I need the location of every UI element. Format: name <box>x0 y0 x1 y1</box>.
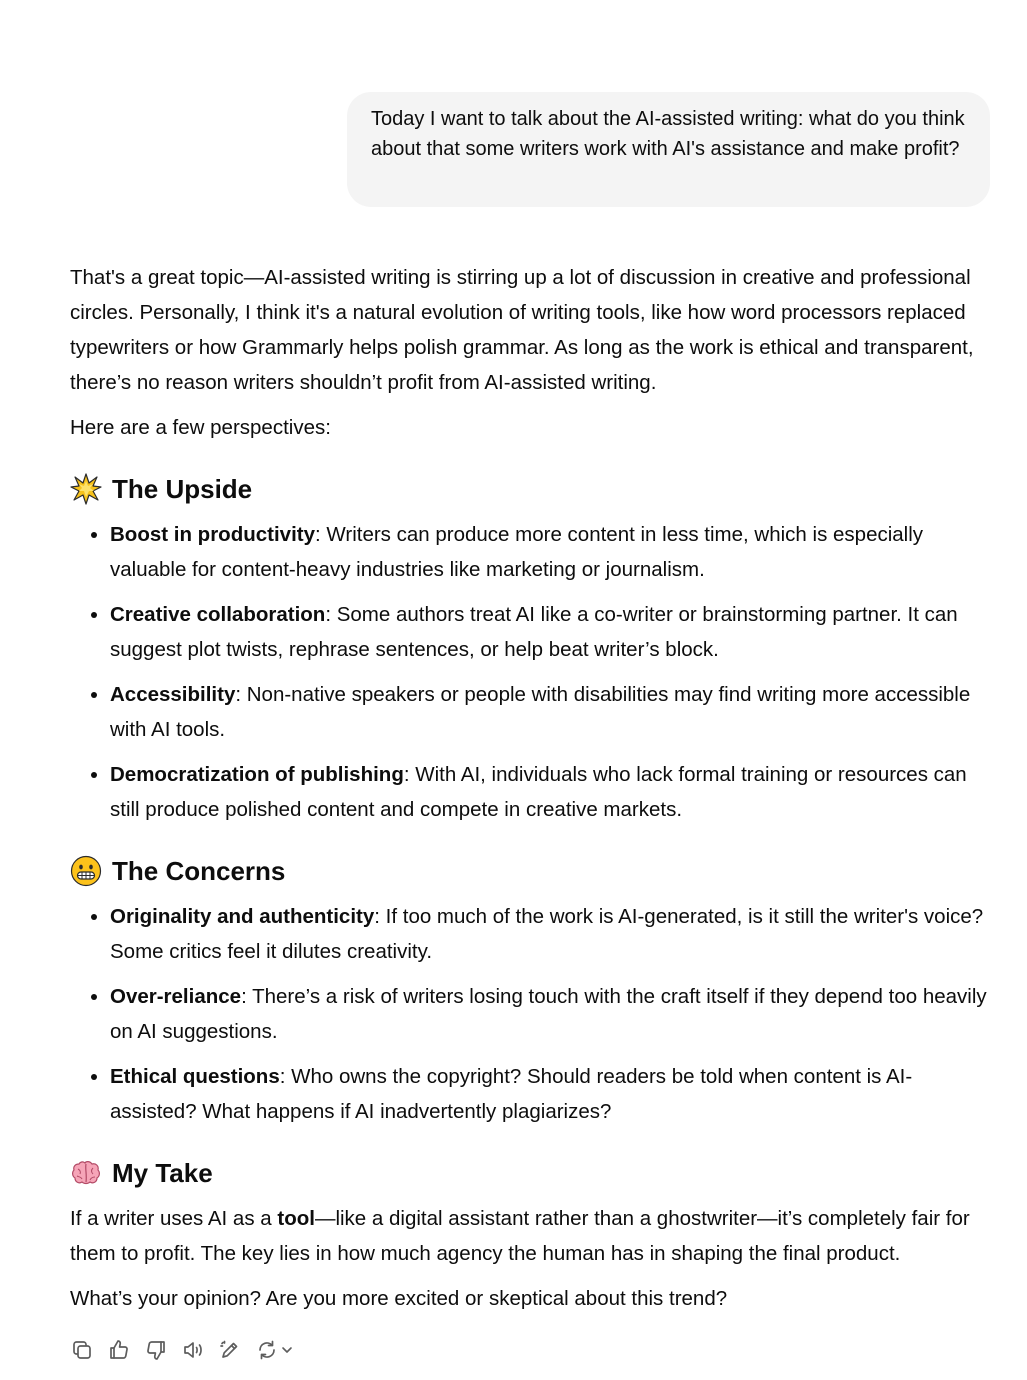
list-item-term: Originality and authenticity <box>110 905 375 928</box>
list-item-term: Ethical questions <box>110 1065 280 1088</box>
copy-icon[interactable] <box>70 1338 94 1362</box>
list-item-text: : There’s a risk of writers losing touch with the craft itself if they depend too heavily on AI suggestions. <box>110 985 987 1043</box>
list-item-text: : Non-native speakers or people with disabilities may find writing more accessible with AI tools. <box>110 683 971 741</box>
thumbs-up-icon[interactable] <box>107 1338 131 1362</box>
list-item-text: : Some authors treat AI like a co-writer or brainstorming partner. It can suggest plot twists, rephrase sentences, or help beat writer’s block. <box>110 603 958 661</box>
section-heading-text: The Concerns <box>112 856 286 886</box>
list-item-text: : With AI, individuals who lack formal training or resources can still produce polished content and compete in creative markets. <box>110 763 967 821</box>
list-item <box>110 1059 992 1129</box>
my-take-paragraph <box>70 1201 992 1271</box>
list-item-term: Creative collaboration <box>110 603 326 626</box>
regenerate-button[interactable] <box>255 1338 294 1362</box>
list-item <box>110 517 992 587</box>
list-item <box>110 757 992 827</box>
list-item-term: Over-reliance <box>110 985 242 1008</box>
edit-canvas-icon[interactable] <box>218 1338 242 1362</box>
collision-star-icon <box>70 473 102 505</box>
thumbs-down-icon[interactable] <box>144 1338 168 1362</box>
brain-icon <box>70 1157 102 1189</box>
message-action-bar <box>70 1337 294 1363</box>
list-item-term: Democratization of publishing <box>110 763 404 786</box>
list-item <box>110 899 992 969</box>
list-item <box>110 677 992 747</box>
regenerate-icon[interactable] <box>255 1338 279 1362</box>
read-aloud-icon[interactable] <box>181 1338 205 1362</box>
intro-paragraph: That's a great topic—AI-assisted writing is stirring up a lot of discussion in creative and professional circles. Personally, I think it's a natural evolution of writing tools, like how word processors replaced typewriters or how Grammarly helps polish grammar. As long as the work is ethical and transparent, there’s no reason writers shouldn’t profit from AI-assisted writing. <box>70 266 974 394</box>
section-heading-my-take <box>70 1155 992 1191</box>
upside-list <box>70 517 992 827</box>
list-item <box>110 979 992 1049</box>
concerns-list <box>70 899 992 1129</box>
section-heading-concerns <box>70 853 992 889</box>
grimacing-face-icon <box>70 855 102 887</box>
list-item-term: Boost in productivity <box>110 523 315 546</box>
list-item <box>110 597 992 667</box>
section-heading-text: The Upside <box>112 474 253 504</box>
user-message-text: Today I want to talk about the AI-assisted writing: what do you think about that some writers work with AI's assistance and make profit? <box>371 108 965 160</box>
section-heading-upside <box>70 471 992 507</box>
chevron-down-icon[interactable] <box>280 1343 294 1357</box>
user-message-bubble <box>347 92 990 207</box>
assistant-message <box>70 260 992 1326</box>
list-item-text: : Who owns the copyright? Should readers be told when content is AI-assisted? What happens if AI inadvertently plagiarizes? <box>110 1065 913 1123</box>
list-item-text: : If too much of the work is AI-generated, is it still the writer's voice? Some critics feel it dilutes creativity. <box>110 905 984 963</box>
list-item-term: Accessibility <box>110 683 236 706</box>
my-take-before: If a writer uses AI as a <box>70 1207 278 1230</box>
my-take-after: —like a digital assistant rather than a ghostwriter—it’s completely fair for them to profit. The key lies in how much agency the human has in shaping the final product. <box>70 1207 970 1265</box>
section-heading-text: My Take <box>112 1158 213 1188</box>
list-item-text: : Writers can produce more content in less time, which is especially valuable for content-heavy industries like marketing or journalism. <box>110 523 924 581</box>
my-take-bold: tool <box>277 1207 315 1230</box>
lead-paragraph: Here are a few perspectives: <box>70 416 331 439</box>
closing-paragraph: What’s your opinion? Are you more excited or skeptical about this trend? <box>70 1287 728 1310</box>
